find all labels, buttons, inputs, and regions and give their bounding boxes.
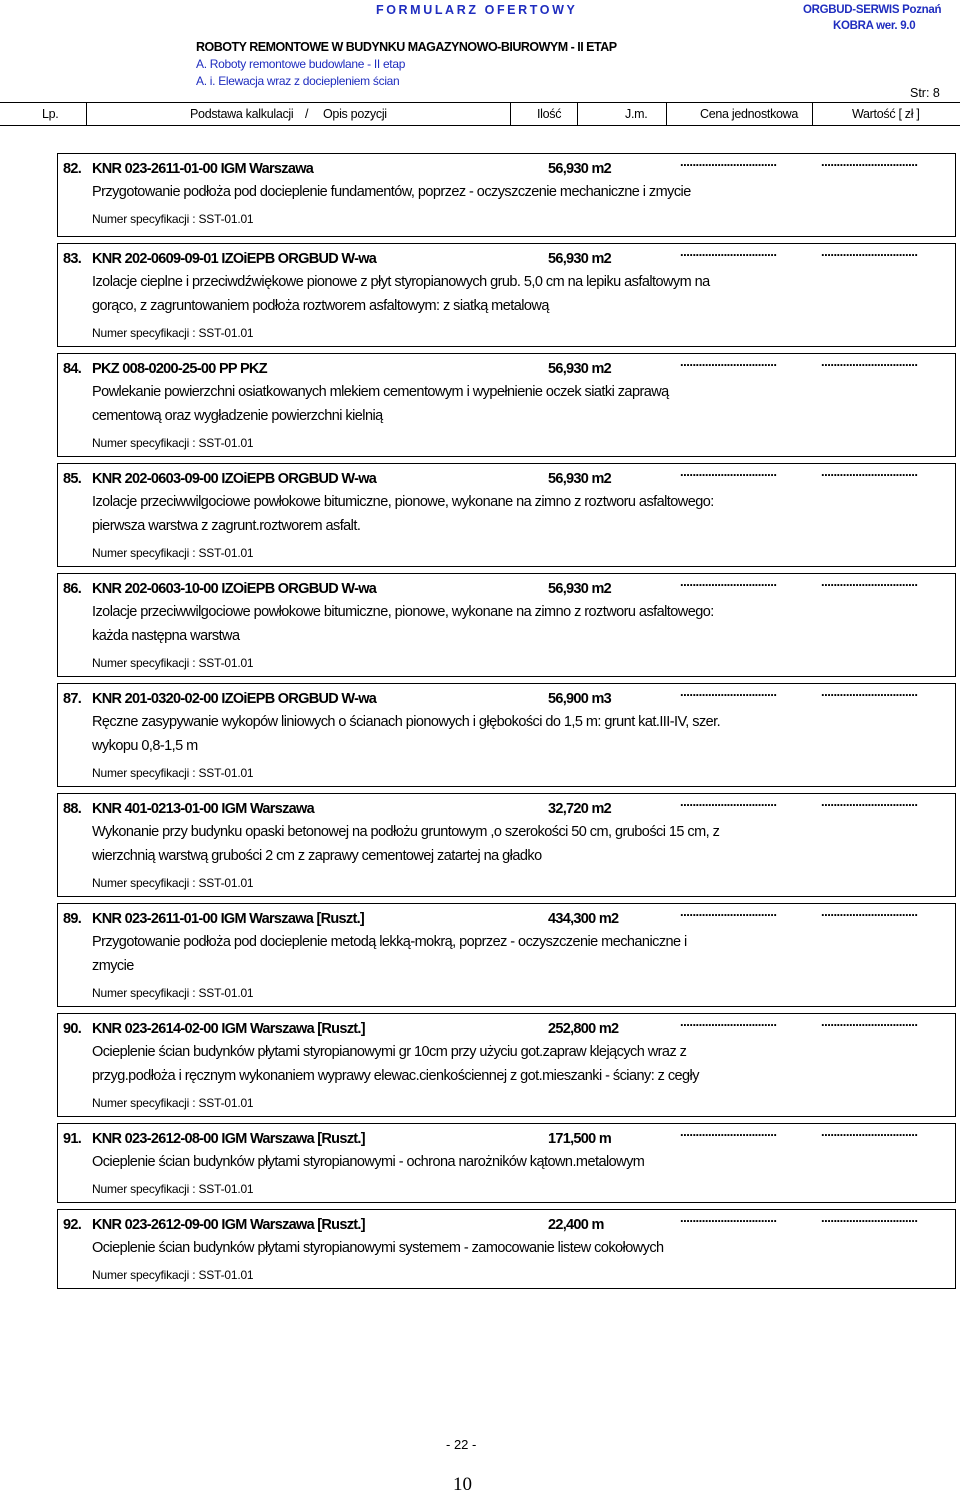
quantity-unit: 252,800 m2 [548,1021,619,1037]
item-description: Ocieplenie ścian budynków płytami styropianowymi systemem - zamocowanie listew cokołowych [92,1240,664,1256]
column-header-description: Opis pozycji [323,107,387,121]
calculation-basis: KNR 023-2614-02-00 IGM Warszawa [Ruszt.] [92,1021,365,1037]
item-description: Przygotowanie podłoża pod docieplenie fundamentów, poprzez - oczyszczenie mechaniczne i zmycie [92,184,691,200]
quantity-unit: 56,930 m2 [548,361,612,377]
company-name: ORGBUD-SERWIS Poznań [803,4,942,16]
list-item [57,683,956,787]
value-placeholder: ............................... [821,1210,918,1225]
value-placeholder: ............................... [821,354,918,369]
item-description: Ręczne zasypywanie wykopów liniowych o ścianach pionowych i głębokości do 1,5 m: grunt kat.III-IV, szer. [92,714,721,730]
column-header-value: Wartość [ zł ] [852,107,920,121]
quantity-unit: 434,300 m2 [548,911,619,927]
list-item [57,1013,956,1117]
calculation-basis: KNR 202-0603-09-00 IZOiEPB ORGBUD W-wa [92,471,377,487]
unit-price-placeholder: ............................... [680,1210,777,1225]
quantity-unit: 56,930 m2 [548,581,612,597]
unit-price-placeholder: ............................... [680,684,777,699]
value-placeholder: ............................... [821,1014,918,1029]
column-divider [577,103,578,125]
calculation-basis: KNR 023-2611-01-00 IGM Warszawa [92,161,314,177]
item-description: wykopu 0,8-1,5 m [92,738,198,754]
unit-price-placeholder: ............................... [680,794,777,809]
item-description: pierwsza warstwa z zagrunt.roztworem asfalt. [92,518,361,534]
quantity-unit: 56,900 m3 [548,691,612,707]
item-description: Wykonanie przy budynku opaski betonowej na podłożu gruntowym ,o szerokości 50 cm, grubości 15 cm, z [92,824,720,840]
quantity-unit: 171,500 m [548,1131,612,1147]
section-ai: A. i. Elewacja wraz z dociepleniem ścian [196,74,400,88]
item-description: cementową oraz wygładzenie powierzchni kielnią [92,408,383,424]
item-number: 84. [63,361,82,377]
header-top-rule [0,102,960,103]
calculation-basis: PKZ 008-0200-25-00 PP PKZ [92,361,267,377]
calculation-basis: KNR 023-2612-09-00 IGM Warszawa [Ruszt.] [92,1217,365,1233]
specification-number: Numer specyfikacji : SST-01.01 [92,212,254,226]
specification-number: Numer specyfikacji : SST-01.01 [92,326,254,340]
specification-number: Numer specyfikacji : SST-01.01 [92,546,254,560]
quantity-unit: 22,400 m [548,1217,604,1233]
item-description: wierzchnią warstwą grubości 2 cm z zaprawy cementowej zatartej na gładko [92,848,542,864]
value-placeholder: ............................... [821,904,918,919]
list-item [57,153,956,237]
item-number: 88. [63,801,82,817]
list-item [57,793,956,897]
specification-number: Numer specyfikacji : SST-01.01 [92,986,254,1000]
item-number: 85. [63,471,82,487]
program-version: KOBRA wer. 9.0 [833,20,916,32]
item-description: zmycie [92,958,134,974]
value-placeholder: ............................... [821,464,918,479]
item-number: 87. [63,691,82,707]
unit-price-placeholder: ............................... [680,904,777,919]
unit-price-placeholder: ............................... [680,1124,777,1139]
value-placeholder: ............................... [821,154,918,169]
header-bottom-rule [0,125,960,126]
list-item [57,243,956,347]
calculation-basis: KNR 401-0213-01-00 IGM Warszawa [92,801,314,817]
unit-price-placeholder: ............................... [680,154,777,169]
value-placeholder: ............................... [821,244,918,259]
item-number: 86. [63,581,82,597]
specification-number: Numer specyfikacji : SST-01.01 [92,876,254,890]
list-item [57,903,956,1007]
unit-price-placeholder: ............................... [680,244,777,259]
unit-price-placeholder: ............................... [680,354,777,369]
item-description: Ocieplenie ścian budynków płytami styropianowymi gr 10cm przy użyciu got.zapraw klejących wraz z [92,1044,687,1060]
item-description: każda następna warstwa [92,628,240,644]
specification-number: Numer specyfikacji : SST-01.01 [92,766,254,780]
list-item [57,1123,956,1203]
column-header-unit-price: Cena jednostkowa [700,107,799,121]
calculation-basis: KNR 202-0609-09-01 IZOiEPB ORGBUD W-wa [92,251,377,267]
quantity-unit: 32,720 m2 [548,801,612,817]
item-number: 92. [63,1217,82,1233]
item-number: 82. [63,161,82,177]
unit-price-placeholder: ............................... [680,574,777,589]
unit-price-placeholder: ............................... [680,464,777,479]
value-placeholder: ............................... [821,794,918,809]
column-header-basis: Podstawa kalkulacji [190,107,294,121]
specification-number: Numer specyfikacji : SST-01.01 [92,1182,254,1196]
value-placeholder: ............................... [821,574,918,589]
column-header-qty: Ilość [537,107,562,121]
list-item [57,1209,956,1289]
calculation-basis: KNR 023-2611-01-00 IGM Warszawa [Ruszt.] [92,911,365,927]
item-description: Powlekanie powierzchni osiatkowanych mlekiem cementowym i wypełnienie oczek siatki zaprawą [92,384,669,400]
project-title: ROBOTY REMONTOWE W BUDYNKU MAGAZYNOWO-BIUROWYM - II ETAP [196,40,617,54]
column-header-unit: J.m. [625,107,648,121]
item-description: gorąco, z zagruntowaniem podłoża roztworem asfaltowym: z siatką metalową [92,298,549,314]
quantity-unit: 56,930 m2 [548,471,612,487]
value-placeholder: ............................... [821,1124,918,1139]
column-header-slash: / [305,107,309,121]
quantity-unit: 56,930 m2 [548,161,612,177]
section-a: A. Roboty remontowe budowlane - II etap [196,57,406,71]
specification-number: Numer specyfikacji : SST-01.01 [92,436,254,450]
column-header-lp: Lp. [42,107,59,121]
list-item [57,463,956,567]
list-item [57,353,956,457]
item-number: 83. [63,251,82,267]
item-description: Izolacje przeciwwilgociowe powłokowe bitumiczne, pionowe, wykonane na zimno z roztworu asfaltowego: [92,604,714,620]
quantity-unit: 56,930 m2 [548,251,612,267]
item-description: przyg.podłoża i ręcznym wykonaniem wyprawy elewac.cienkościennej z got.mieszanki - ściany: z cegły [92,1068,699,1084]
item-description: Ocieplenie ścian budynków płytami styropianowymi - ochrona narożników kątown.metalowym [92,1154,645,1170]
column-divider [666,103,667,125]
specification-number: Numer specyfikacji : SST-01.01 [92,1268,254,1282]
item-number: 89. [63,911,82,927]
calculation-basis: KNR 202-0603-10-00 IZOiEPB ORGBUD W-wa [92,581,377,597]
form-title: FORMULARZ OFERTOWY [376,3,578,17]
item-number: 91. [63,1131,82,1147]
column-divider [510,103,511,125]
specification-number: Numer specyfikacji : SST-01.01 [92,656,254,670]
page-indicator: Str: 8 [910,86,940,100]
value-placeholder: ............................... [821,684,918,699]
item-description: Izolacje przeciwwilgociowe powłokowe bitumiczne, pionowe, wykonane na zimno z roztworu asfaltowego: [92,494,714,510]
column-divider [812,103,813,125]
item-description: Izolacje cieplne i przeciwdźwiękowe pionowe z płyt styropianowych grub. 5,0 cm na lepiku asfaltowym na [92,274,710,290]
footer-page-label: - 22 - [446,1437,477,1452]
list-item [57,573,956,677]
unit-price-placeholder: ............................... [680,1014,777,1029]
calculation-basis: KNR 023-2612-08-00 IGM Warszawa [Ruszt.] [92,1131,365,1147]
column-divider [86,103,87,125]
item-number: 90. [63,1021,82,1037]
specification-number: Numer specyfikacji : SST-01.01 [92,1096,254,1110]
item-description: Przygotowanie podłoża pod docieplenie metodą lekką-mokrą, poprzez - oczyszczenie mechaniczne i [92,934,687,950]
calculation-basis: KNR 201-0320-02-00 IZOiEPB ORGBUD W-wa [92,691,377,707]
footer-page-number: 10 [453,1474,472,1495]
